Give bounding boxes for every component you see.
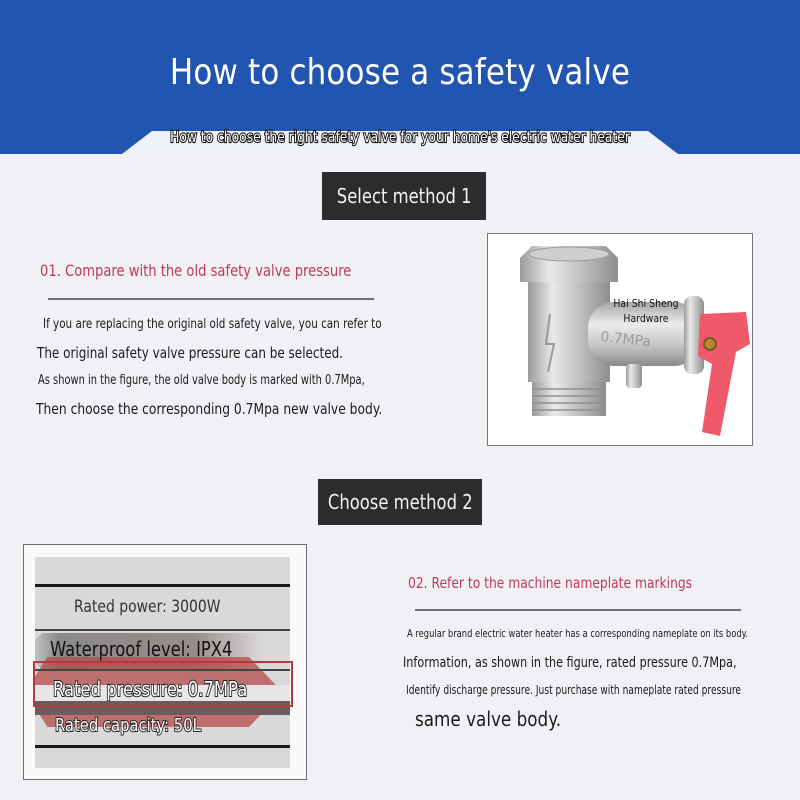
watermark-line-1: Hai Shi Sheng bbox=[613, 297, 679, 310]
method-2-heading: 02. Refer to the machine nameplate markings bbox=[408, 574, 693, 592]
method-1-paragraph-line-3: As shown in the figure, the old valve body is marked with 0.7Mpa, bbox=[38, 373, 365, 388]
rated-pressure-highlight bbox=[33, 661, 293, 707]
method-1-paragraph-line-4: Then choose the corresponding 0.7Mpa new valve body. bbox=[36, 400, 383, 418]
photo-watermark bbox=[612, 296, 680, 326]
safety-valve-illustration bbox=[488, 234, 753, 446]
method-1-paragraph-line-2: The original safety valve pressure can be selected. bbox=[37, 344, 344, 362]
plate-line-4 bbox=[35, 745, 290, 748]
rated-pressure: Rated pressure: 0.7MPa bbox=[53, 677, 248, 701]
page-title: How to choose a safety valve bbox=[169, 52, 631, 93]
method-2-paragraph-line-3: Identify discharge pressure. Just purchase with nameplate rated pressure bbox=[406, 683, 742, 697]
page-subtitle: How to choose the right safety valve for your home's electric water heater bbox=[170, 128, 630, 146]
method-2-badge bbox=[318, 479, 482, 525]
method-2-paragraph-line-2: Information, as shown in the figure, rated pressure 0.7Mpa, bbox=[403, 655, 737, 671]
plate-line-2 bbox=[35, 629, 290, 631]
rated-power: Rated power: 3000W bbox=[74, 597, 221, 617]
watermark-line-2: Hardware bbox=[623, 312, 669, 325]
method-2-paragraph-line-4: same valve body. bbox=[415, 707, 562, 731]
method-1-heading: 01. Compare with the old safety valve pressure bbox=[40, 261, 352, 280]
rated-capacity: Rated capacity: 50L bbox=[55, 715, 201, 736]
nameplate-photo bbox=[23, 544, 307, 780]
waterproof-level: Waterproof level: IPX4 bbox=[50, 637, 233, 661]
plate-line-1 bbox=[35, 584, 290, 587]
method-1-divider bbox=[48, 298, 374, 300]
method-2-divider bbox=[415, 609, 741, 611]
method-1-badge bbox=[322, 172, 486, 220]
method-2-paragraph-line-1: A regular brand electric water heater has a corresponding nameplate on its body. bbox=[407, 627, 749, 640]
method-1-paragraph-line-1: If you are replacing the original old safety valve, you can refer to bbox=[43, 317, 382, 332]
svg-text:0.7MPa: 0.7MPa bbox=[599, 329, 652, 351]
method-1-badge-label: Select method 1 bbox=[336, 184, 472, 208]
safety-valve-photo bbox=[487, 233, 753, 446]
header-banner bbox=[0, 0, 800, 154]
method-2-badge-label: Choose method 2 bbox=[327, 490, 473, 514]
